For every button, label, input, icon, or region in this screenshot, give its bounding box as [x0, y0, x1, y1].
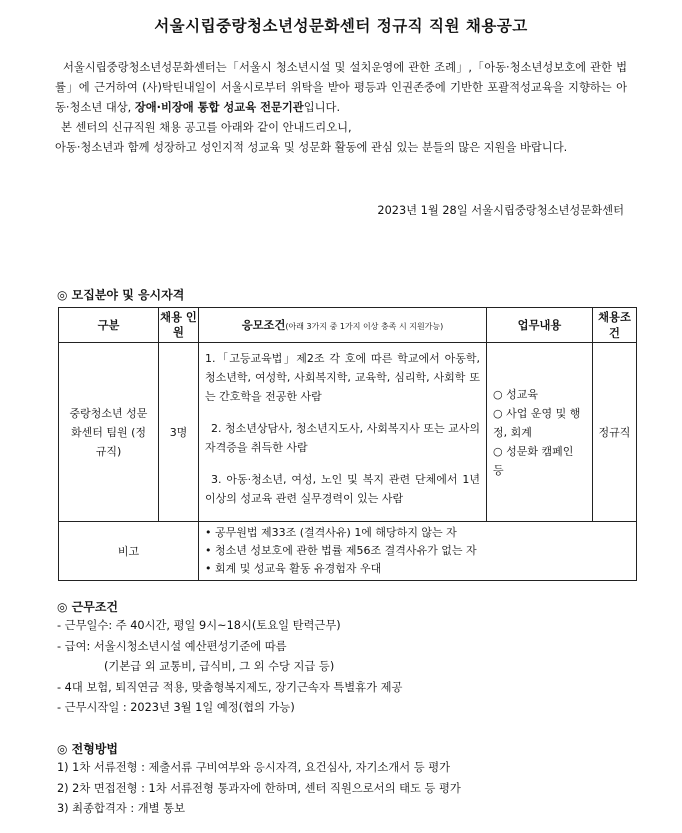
remark-item: • 공무원법 제33조 (결격사유) 1에 해당하지 않는 자 — [205, 526, 457, 539]
remark-item: • 회계 및 성교육 활동 유경험자 우대 — [205, 562, 382, 575]
section-heading-selection: ◎ 전형방법 — [57, 742, 119, 756]
list-item: (기본급 외 교통비, 급식비, 그 외 수당 지급 등) — [104, 660, 335, 673]
remarks-label: 비고 — [59, 522, 199, 581]
announcement-date: 2023년 1월 28일 서울시립중랑청소년성문화센터 — [377, 204, 624, 217]
section-heading-recruitment: ◎ 모집분야 및 응시자격 — [57, 288, 185, 302]
header-category: 구분 — [59, 308, 159, 343]
list-item: - 급여: 서울시청소년시설 예산편성기준에 따름 — [57, 639, 287, 653]
duty-item: ○ 성교육 — [493, 387, 538, 401]
requirement-3: 3. 아동·청소년, 여성, 노인 및 복지 관련 단체에서 1년 이상의 성교육 관련 실무경력이 있는 사람 — [205, 473, 480, 505]
recruitment-table — [58, 307, 637, 581]
remarks-row — [59, 522, 637, 581]
header-requirements — [199, 308, 487, 343]
section-heading-conditions: ◎ 근무조건 — [57, 600, 119, 614]
header-requirements-note: (아래 3가지 중 1가지 이상 충족 시 지원가능) — [285, 322, 444, 331]
intro-text-end: 입니다. — [303, 101, 341, 114]
cell-duties — [487, 343, 593, 522]
header-duties: 업무내용 — [487, 308, 593, 343]
conditions-list — [57, 616, 402, 719]
cell-terms: 정규직 — [593, 343, 637, 522]
cell-requirements — [199, 343, 487, 522]
intro-paragraph — [55, 58, 627, 158]
list-item: 2) 2차 면접전형 : 1차 서류전형 통과자에 한하며, 센터 직원으로서의 태도 등 평가 — [57, 781, 461, 795]
list-item: - 4대 보험, 퇴직연금 적용, 맞춤형복지제도, 장기근속자 특별휴가 제공 — [57, 680, 403, 694]
intro-emphasis: 장애·비장애 통합 성교육 전문기관 — [134, 101, 304, 114]
table-row — [59, 343, 637, 522]
remarks-list — [199, 522, 637, 581]
requirement-2: 2. 청소년상담사, 청소년지도사, 사회복지사 또는 교사의 자격증을 취득한 사람 — [205, 422, 480, 454]
duty-item: ○ 사업 운영 및 행정, 회계 — [493, 406, 581, 439]
duty-item: ○ 성문화 캠페인 등 — [493, 444, 574, 477]
list-item: 1) 1차 서류전형 : 제출서류 구비여부와 응시자격, 요건심사, 자기소개서 등 평가 — [57, 761, 451, 774]
list-item: - 근무일수: 주 40시간, 평일 9시~18시(토요일 탄력근무) — [57, 619, 341, 632]
remark-item: • 청소년 성보호에 관한 법률 제56조 결격사유가 없는 자 — [205, 544, 477, 557]
intro-text: 서울시립중랑청소년성문화센터는「서울시 청소년시설 및 설치운영에 관한 조례」,「아동·청소년성보호에 관한 법률」에 근거하여 (사)탁틴내일이 서울시로부터 위탁을 받아 평등과 인권존중에 기반한 포괄적성교육을 지향하는 아동·청소년 대상, — [55, 61, 627, 114]
header-requirements-label: 응모조건 — [241, 319, 286, 332]
page-title: 서울시립중랑청소년성문화센터 정규직 직원 채용공고 — [154, 17, 528, 35]
list-item: - 근무시작일 : 2023년 3월 1일 예정(협의 가능) — [57, 701, 295, 714]
list-item: 3) 최종합격자 : 개별 통보 — [57, 802, 185, 815]
requirement-1: 1.「고등교육법」제2조 각 호에 따른 학교에서 아동학, 청소년학, 여성학, 사회복지학, 교육학, 심리학, 사회학 또는 간호학을 전공한 사람 — [205, 352, 480, 403]
table-header-row — [59, 308, 637, 343]
header-count: 채용 인원 — [159, 308, 199, 343]
cell-count: 3명 — [159, 343, 199, 522]
intro-line-3: 아동·청소년과 함께 성장하고 성인지적 성교육 및 성문화 활동에 관심 있는 분들의 많은 지원을 바랍니다. — [55, 141, 568, 154]
intro-line-2: 본 센터의 신규직원 채용 공고를 아래와 같이 안내드리오니, — [61, 121, 352, 134]
selection-list — [57, 758, 461, 820]
cell-category: 중랑청소년 성문화센터 팀원 (정규직) — [59, 343, 159, 522]
header-terms: 채용조건 — [593, 308, 637, 343]
